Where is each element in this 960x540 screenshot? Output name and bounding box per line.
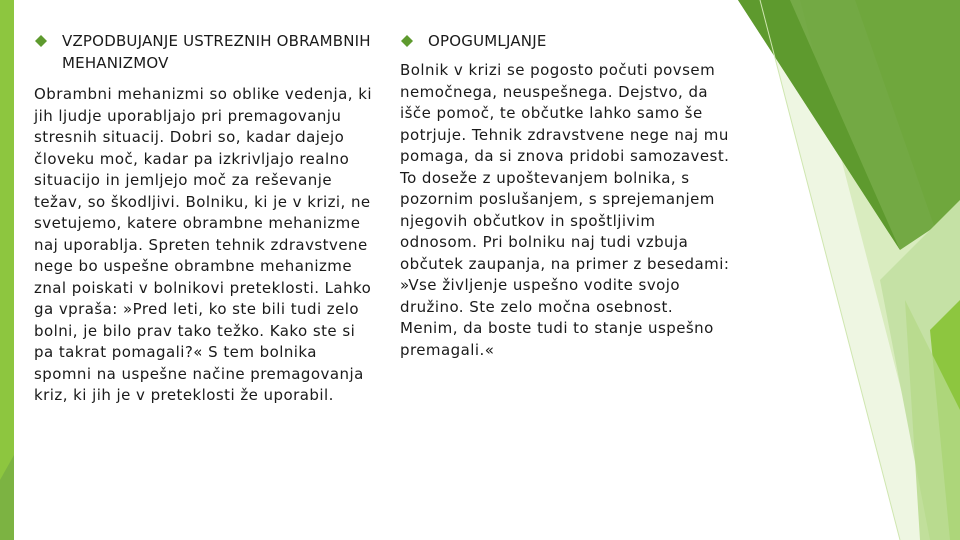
diamond-bullet-icon (400, 30, 414, 52)
right-heading-text: OPOGUMLJANJE (428, 32, 547, 50)
right-heading (400, 30, 730, 52)
left-heading (34, 30, 374, 74)
right-column (400, 30, 730, 361)
left-body-text: Obrambni mehanizmi so oblike vedenja, ki jih ljudje uporabljajo pri premagovanju stresnih situacij. Dobri so, kadar dajejo človeku moč, kadar pa izkrivljajo realno situacijo in jemljejo moč za reševanje težav, so škodljivi. Bolniku, ki je v krizi, ne svetujemo, katere obrambne mehanizme naj uporablja. Spreten tehnik zdravstvene nege bo uspešne obrambne mehanizme znal poiskati v bolnikovi preteklosti. Lahko ga vpraša: »Pred leti, ko ste bili tudi zelo bolni, je bilo prav tako težko. Kako ste si pa takrat pomagali?« S tem bolnika spomni na uspešne načine premagovanja kriz, ki jih je v preteklosti že uporabil. (34, 85, 372, 404)
left-heading-text: VZPODBUJANJE USTREZNIH OBRAMBNIH MEHANIZMOV (62, 32, 371, 72)
left-column (34, 30, 374, 407)
right-body-text: Bolnik v krizi se pogosto počuti povsem nemočnega, neuspešnega. Dejstvo, da išče pomoč, te občutke lahko samo še potrjuje. Tehnik zdravstvene nege naj mu pomaga, da si znova pridobi samozavest. To doseže z upoštevanjem bolnika, s pozornim poslušanjem, s sprejemanjem njegovih občutkov in spoštljivim odnosom. Pri bolniku naj tudi vzbuja občutek zaupanja, na primer z besedami: »Vse življenje uspešno vodite svojo družino. Ste zelo močna osebnost. Menim, da boste tudi to stanje uspešno premagali.« (400, 61, 730, 359)
diamond-bullet-icon (34, 30, 48, 52)
